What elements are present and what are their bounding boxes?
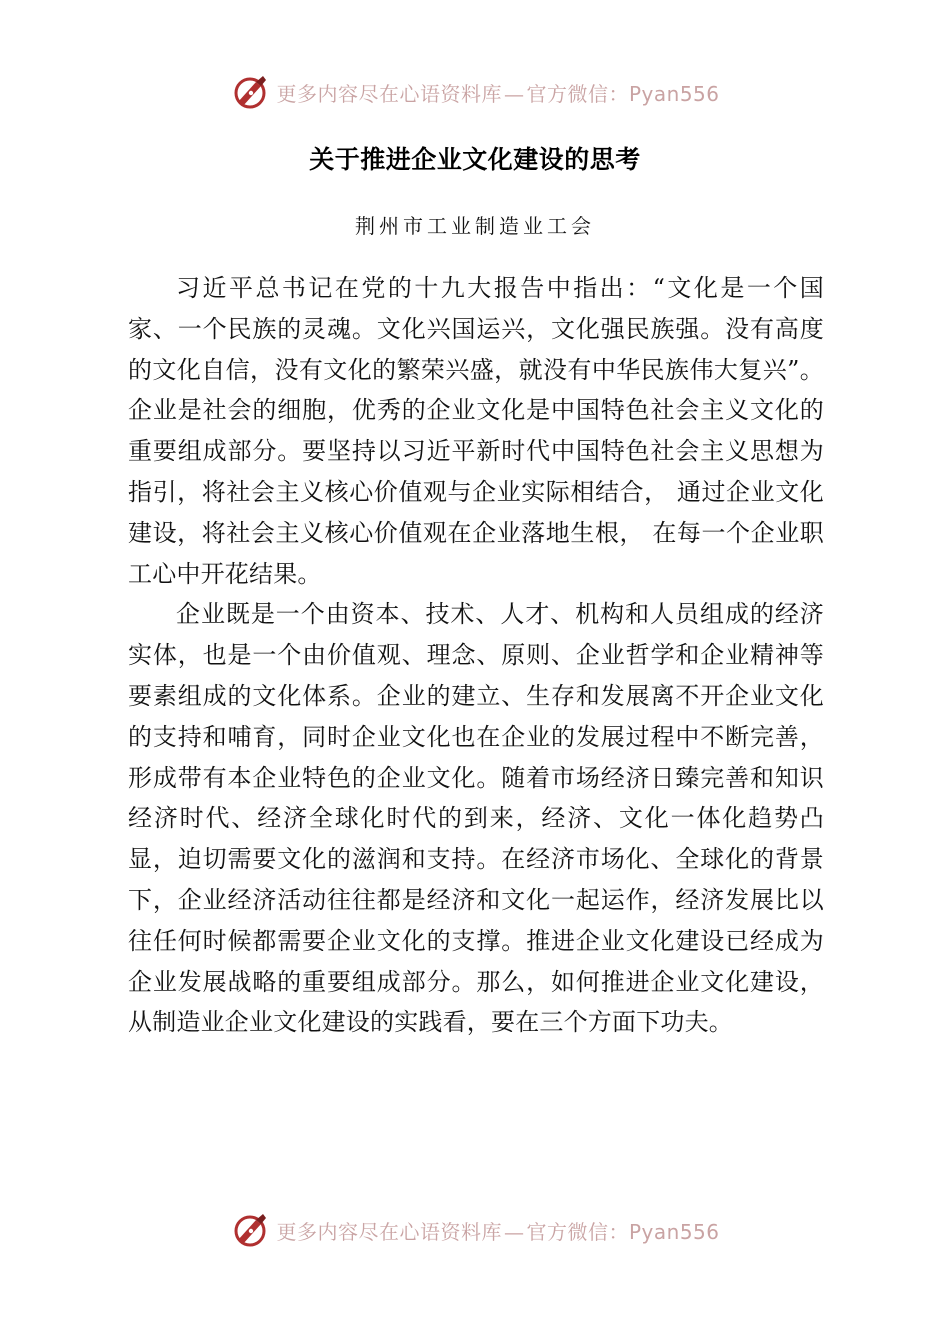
banner-contact-id: Pyan556 (628, 1219, 720, 1244)
banner-contact-label: 官方微信： (526, 1219, 629, 1244)
banner-text (276, 1216, 719, 1245)
document-author: 荆州市工业制造业工会 (355, 214, 595, 238)
banner-slogan: 更多内容尽在心语资料库 (276, 1219, 502, 1244)
document-title: 关于推进企业文化建设的思考 (309, 145, 641, 174)
header-banner (0, 70, 950, 114)
banner-contact-label: 官方微信： (526, 81, 629, 106)
document-body (128, 268, 824, 1043)
banner-slogan: 更多内容尽在心语资料库 (276, 81, 502, 106)
pen-nib-logo-icon (230, 72, 270, 112)
banner-contact-id: Pyan556 (628, 81, 720, 106)
banner-separator: — (503, 81, 525, 106)
paragraph: 习近平总书记在党的十九大报告中指出：“文化是一个国 家、一个民族的灵魂。文化兴国运兴，文化强民族强。没有高度的文化自信，没有文化的繁荣兴盛，就没有中华民族伟大复兴”。企业是社会的细胞，优秀的企业文化是中国特色社会主义文化的重要组成部分。要坚持以习近平新时代中国特色社会主义思想为指引，将社会主义核心价值观与企业实际相结合， 通过企业文化建设，将社会主义核心价值观在企业落地生根， 在每一个企业职工心中开花结果。 (128, 274, 824, 588)
paragraph: 企业既是一个由资本、技术、人才、机构和人员组成的经济实体，也是一个由价值观、理念、原则、企业哲学和企业精神等要素组成的文化体系。企业的建立、生存和发展离不开企业文化的支持和哺育，同时企业文化也在企业的发展过程中不断完善，形成带有本企业特色的企业文化。随着市场经济日臻完善和知识经济时代、经济全球化时代的到来，经济、文化一体化趋势凸显，迫切需要文化的滋润和支持。在经济市场化、全球化的背景下，企业经济活动往往都是经济和文化一起运作，经济发展比以往任何时候都需要企业文化的支撑。推进企业文化建设已经成为企业发展战略的重要组成部分。那么，如何推进企业文化建设，从制造业企业文化建设的实践看，要在三个方面下功夫。 (128, 600, 824, 1037)
banner-text (276, 78, 719, 107)
banner-separator: — (503, 1219, 525, 1244)
pen-nib-logo-icon (230, 1210, 270, 1250)
footer-banner (0, 1208, 950, 1252)
